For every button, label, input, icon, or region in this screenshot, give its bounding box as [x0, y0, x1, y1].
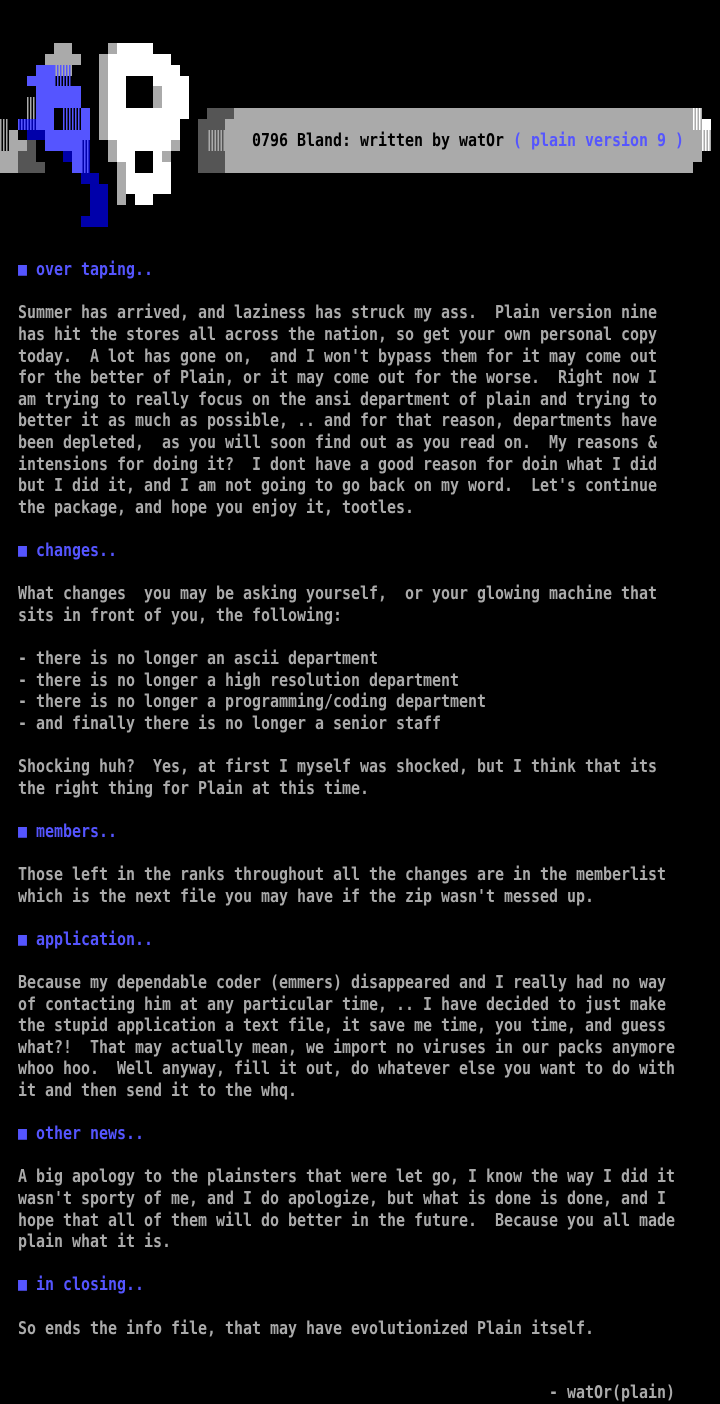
logo-art-cell	[108, 65, 180, 76]
logo-art-cell	[108, 76, 126, 86]
logo-art-cell	[54, 65, 72, 76]
logo-art-cell	[207, 108, 234, 119]
logo-art-cell	[36, 108, 54, 119]
logo-art-cell	[198, 130, 207, 140]
logo-art-cell	[9, 140, 27, 151]
logo-art-cell	[225, 151, 702, 162]
logo-art-cell	[153, 76, 189, 86]
logo-art-cell	[108, 151, 117, 162]
text-line: what?! That may actually mean, we import no viruses in our packs anymore	[18, 1036, 676, 1058]
logo-art-cell	[108, 108, 189, 119]
logo-art-cell	[99, 119, 108, 130]
logo-art-cell	[108, 86, 126, 97]
section-heading: ■ changes..	[18, 540, 118, 561]
logo-art-cell	[117, 162, 126, 173]
text-line: but I did it, and I am not going to go back on my word. Let's continue	[18, 475, 658, 497]
logo-art-cell	[0, 130, 9, 140]
logo-art-cell	[162, 151, 171, 162]
section-heading: ■ in closing..	[18, 1274, 145, 1296]
logo-art-cell	[0, 162, 18, 173]
signature-line: - watOr(plain)	[549, 1382, 676, 1404]
logo-art-cell	[99, 86, 108, 97]
logo-art-cell	[117, 43, 153, 54]
title-bar-version-label: ( plain version 9 )	[513, 129, 685, 151]
logo-art-cell	[36, 97, 81, 108]
text-line: Because my dependable coder (emmers) disappeared and I really had no way	[18, 972, 667, 993]
text-line: today. A lot has gone on, and I won't bypass them for it may come out	[18, 345, 658, 367]
logo-art-cell	[63, 119, 81, 130]
text-line: hope that all of them will do better in the future. Because you all made	[18, 1209, 676, 1231]
logo-art-cell	[126, 184, 171, 194]
logo-art-cell	[0, 140, 9, 151]
text-line: for the better of Plain, or it may come out for the worse. Right now I	[18, 367, 658, 389]
section-heading: ■ application..	[18, 928, 154, 950]
logo-art-cell	[99, 108, 108, 119]
logo-art-cell	[54, 43, 72, 54]
text-line: the stupid application a text file, it save me time, you time, and guess	[18, 1015, 667, 1037]
text-line: - there is no longer an ascii department	[18, 648, 379, 669]
text-line: has hit the stores all across the nation, so get your own personal copy	[18, 324, 658, 345]
logo-art-cell	[27, 76, 54, 86]
text-line: intensions for doing it? I dont have a good reason for doin what I did	[18, 453, 658, 475]
text-line: A big apology to the plainsters that were let go, I know the way I did it	[18, 1166, 676, 1188]
logo-art-cell	[162, 97, 189, 108]
logo-art-cell	[225, 162, 693, 173]
logo-art-cell	[63, 151, 72, 162]
title-bar-text	[252, 130, 684, 152]
text-line: it and then send it to the whq.	[18, 1080, 298, 1101]
logo-art-cell	[81, 140, 90, 151]
title-bar-label: 0796 Bland: written by watOr	[252, 129, 514, 151]
logo-art-cell	[99, 65, 108, 76]
logo-art-cell	[198, 151, 225, 162]
logo-art-cell	[108, 130, 180, 140]
logo-art-cell	[36, 86, 81, 97]
logo-art-cell	[81, 173, 99, 184]
logo-art-cell	[198, 140, 207, 151]
logo-art-cell	[153, 151, 162, 162]
logo-art-cell	[702, 140, 711, 151]
text-line: So ends the info file, that may have evolutionized Plain itself.	[18, 1317, 595, 1339]
logo-art-cell	[99, 97, 108, 108]
section-heading: ■ other news..	[18, 1123, 145, 1145]
text-line: Shocking huh? Yes, at first I myself was shocked, but I think that its	[18, 756, 658, 777]
logo-art-cell	[117, 194, 126, 205]
logo-art-cell	[702, 119, 711, 130]
logo-art-cell	[81, 151, 90, 162]
logo-art-cell	[225, 119, 693, 130]
logo-art-cell	[117, 184, 126, 194]
text-line: whoo hoo. Well anyway, fill it out, do whatever else you want to do with	[18, 1058, 676, 1080]
text-line: sits in front of you, the following:	[18, 604, 343, 626]
logo-art-cell	[90, 194, 108, 205]
logo-art-cell	[9, 130, 18, 140]
logo-art-cell	[99, 76, 108, 86]
logo-art-cell	[54, 76, 72, 86]
logo-art-cell	[117, 151, 135, 162]
logo-art-cell	[117, 140, 171, 151]
logo-art-cell	[36, 119, 54, 130]
logo-art-cell	[198, 162, 225, 173]
logo-art-cell	[162, 86, 189, 97]
logo-art-cell	[234, 108, 693, 119]
section-heading: ■ over taping..	[18, 259, 154, 281]
logo-art-cell	[126, 162, 135, 173]
logo-art-cell	[153, 97, 162, 108]
text-line: better it as much as possible, .. and for that reason, departments have	[18, 410, 658, 432]
logo-art-cell	[108, 97, 126, 108]
logo-art-cell	[18, 151, 36, 162]
text-line: Those left in the ranks throughout all the changes are in the memberlist	[18, 864, 667, 885]
logo-art-cell	[27, 108, 36, 119]
text-line: plain what it is.	[18, 1231, 172, 1253]
logo-art-cell	[45, 140, 81, 151]
logo-art-cell	[63, 108, 81, 119]
logo-art-cell	[135, 194, 153, 205]
logo-art-cell	[207, 130, 225, 140]
logo-art-cell	[18, 162, 45, 173]
logo-art-cell	[126, 173, 171, 184]
logo-art-cell	[27, 97, 36, 108]
logo-art-cell	[81, 119, 90, 130]
text-line: - there is no longer a high resolution department	[18, 669, 460, 691]
logo-art-cell	[81, 216, 108, 227]
logo-art-cell	[72, 162, 81, 173]
text-line: Summer has arrived, and laziness has struck my ass. Plain version nine	[18, 302, 658, 324]
logo-art-cell	[108, 43, 117, 54]
text-line: What changes you may be asking yourself, or your glowing machine that	[18, 583, 658, 605]
logo-art-cell	[108, 54, 171, 65]
logo-art-cell	[108, 119, 180, 130]
logo-art-cell	[90, 205, 108, 216]
logo-art-cell	[45, 130, 90, 140]
text-line: which is the next file you may have if the zip wasn't messed up.	[18, 885, 595, 907]
logo-art-cell	[18, 119, 36, 130]
logo-art-cell	[81, 162, 90, 173]
logo-art-cell	[108, 140, 117, 151]
text-line: wasn't sporty of me, and I do apologize, but what is done is done, and I	[18, 1188, 667, 1209]
logo-art-cell	[72, 151, 81, 162]
logo-art-cell	[81, 108, 90, 119]
text-line: - and finally there is no longer a senior staff	[18, 712, 442, 734]
logo-art-cell	[99, 54, 108, 65]
logo-art-cell	[117, 173, 126, 184]
text-line: am trying to really focus on the ansi department of plain and trying to	[18, 388, 658, 410]
logo-art-cell	[207, 140, 225, 151]
logo-art-cell	[90, 184, 108, 194]
logo-art-cell	[153, 162, 171, 173]
logo-art-cell	[45, 54, 81, 65]
logo-art-cell	[171, 140, 180, 151]
logo-art-cell	[36, 65, 54, 76]
logo-art-cell	[99, 130, 108, 140]
text-line: been depleted, as you will soon find out as you read on. My reasons &	[18, 432, 658, 453]
logo-art-cell	[27, 140, 36, 151]
logo-art-cell	[0, 151, 18, 162]
text-line: the package, and hope you enjoy it, tootles.	[18, 496, 415, 518]
text-line: - there is no longer a programming/coding department	[18, 691, 487, 713]
logo-art-cell	[27, 130, 45, 140]
text-line: of contacting him at any particular time, .. I have decided to just make	[18, 993, 667, 1015]
section-heading: ■ members..	[18, 820, 118, 842]
logo-art-cell	[0, 119, 9, 130]
logo-art-cell	[198, 119, 225, 130]
logo-art-cell	[693, 119, 702, 130]
logo-art-cell	[702, 130, 711, 140]
text-line: the right thing for Plain at this time.	[18, 777, 370, 799]
logo-art-cell	[153, 86, 162, 97]
logo-art-cell	[693, 108, 702, 119]
